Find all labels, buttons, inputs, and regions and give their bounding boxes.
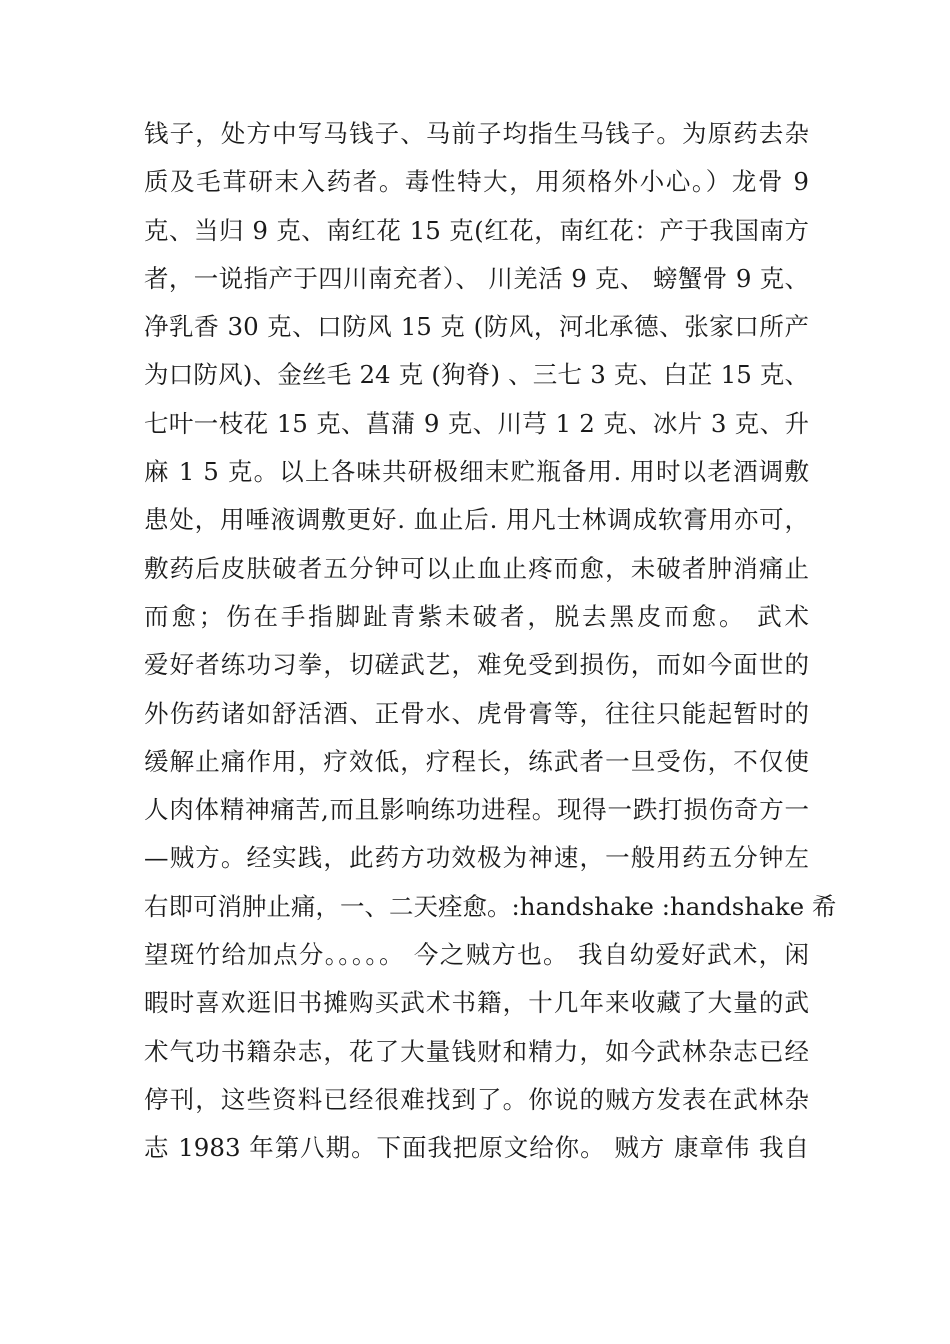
text-line: 质及毛茸研末入药者。毒性特大，用须格外小心。）龙骨 9 <box>144 167 809 197</box>
text-line: 七叶一枝花 15 克、菖蒲 9 克、川芎 1 2 克、冰片 3 克、升 <box>144 408 809 438</box>
text-line: 右即可消肿止痛，一、二天痊愈。:handshake :handshake 希 <box>144 891 837 921</box>
text-line: 而愈；伤在手指脚趾青紫未破者，脱去黑皮而愈。 武术 <box>144 601 809 631</box>
text-line: 暇时喜欢逛旧书摊购买武术书籍，十几年来收藏了大量的武 <box>144 988 809 1018</box>
text-line: 人肉体精神痛苦,而且影响练功进程。现得一跌打损伤奇方一 <box>144 795 809 825</box>
text-line: 患处，用唾液调敷更好. 血止后. 用凡士林调成软膏用亦可， <box>144 505 809 535</box>
text-line: 望斑竹给加点分。。。。。 今之贼方也。 我自幼爱好武术，闲 <box>144 940 809 970</box>
text-line: 敷药后皮肤破者五分钟可以止血止疼而愈，未破者肿消痛止 <box>144 553 809 583</box>
text-line: 麻 1 5 克。以上各味共研极细末贮瓶备用. 用时以老酒调敷 <box>144 457 809 487</box>
text-line: —贼方。经实践，此药方功效极为神速，一般用药五分钟左 <box>144 843 809 873</box>
text-line: 克、当归 9 克、南红花 15 克(红花，南红花：产于我国南方 <box>144 215 809 245</box>
text-line: 缓解止痛作用，疗效低，疗程长，练武者一旦受伤，不仅使 <box>144 746 809 776</box>
text-line: 为口防风)、金丝毛 24 克 (狗脊) 、三七 3 克、白芷 15 克、 <box>144 360 809 390</box>
text-line: 志 1983 年第八期。下面我把原文给你。 贼方 康章伟 我自 <box>144 1133 809 1163</box>
text-line: 钱子，处方中写马钱子、马前子均指生马钱子。为原药去杂 <box>144 119 809 148</box>
document-body <box>144 110 837 1173</box>
text-line: 停刊，这些资料已经很难找到了。你说的贼方发表在武林杂 <box>144 1084 809 1114</box>
text-line: 净乳香 30 克、口防风 15 克 (防风，河北承德、张家口所产 <box>144 312 809 342</box>
text-line: 外伤药诸如舒活酒、正骨水、虎骨膏等，往往只能起暂时的 <box>144 698 809 728</box>
text-line: 爱好者练功习拳，切磋武艺，难免受到损伤，而如今面世的 <box>144 650 809 680</box>
text-line: 者，一说指产于四川南充者）、 川羌活 9 克、 螃蟹骨 9 克、 <box>144 263 809 293</box>
text-line: 术气功书籍杂志，花了大量钱财和精力，如今武林杂志已经 <box>144 1036 809 1066</box>
